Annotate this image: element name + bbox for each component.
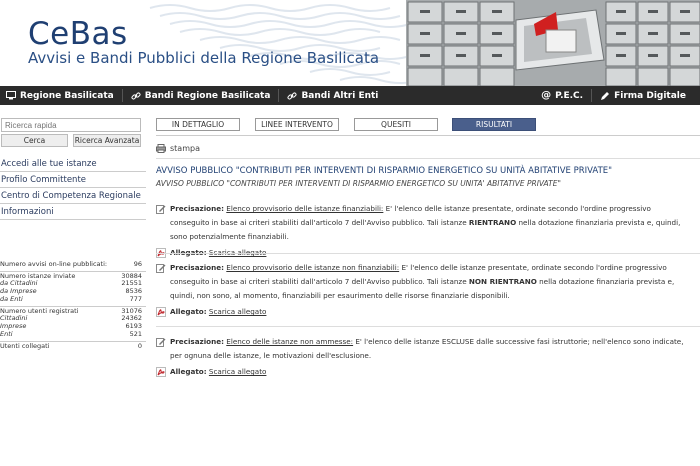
nav-item-label: P.E.C. <box>555 90 584 101</box>
page-subtitle: AVVISO PUBBLICO "CONTRIBUTI PER INTERVENTI DI RISPARMIO ENERGETICO SU UNITA' ABITATIVE PRIVATE" <box>156 179 561 188</box>
attachment-label: Allegato: <box>170 367 207 376</box>
nav-item-label: Regione Basilicata <box>20 90 114 101</box>
side-menu-accedi[interactable]: Accedi alle tue istanze <box>0 156 146 172</box>
divider <box>156 158 700 159</box>
attachment-row <box>156 305 692 319</box>
attachment-label: Allegato: <box>170 307 207 316</box>
list-item <box>156 261 692 319</box>
top-nav <box>0 86 700 105</box>
page-title: AVVISO PUBBLICO "CONTRIBUTI PER INTERVENTI DI RISPARMIO ENERGETICO SU UNITÀ ABITATIVE PRIVATE" <box>156 166 613 176</box>
advanced-search-button[interactable]: Ricerca Avanzata <box>74 136 140 145</box>
nav-divider <box>122 89 123 102</box>
stat-row: Cittadini 24362 <box>0 314 142 322</box>
nav-item-firma-digitale[interactable] <box>600 91 686 101</box>
divider <box>156 253 700 254</box>
stat-row: da Enti 777 <box>0 295 142 303</box>
side-menu-informazioni[interactable]: Informazioni <box>0 204 146 220</box>
stat-row: Numero avvisi on-line pubblicati: 96 <box>0 260 142 268</box>
stat-row: Enti 521 <box>0 330 142 338</box>
nav-item-label: Bandi Regione Basilicata <box>144 90 271 101</box>
printer-icon <box>156 144 166 153</box>
divider <box>156 135 700 136</box>
at-icon: @ <box>541 90 552 101</box>
tab-in-dettaglio[interactable]: IN DETTAGLIO <box>156 118 240 131</box>
search-button[interactable]: Cerca <box>1 134 68 147</box>
item-link[interactable]: Elenco delle istanze non ammesse: <box>226 337 354 346</box>
filing-cabinet-image <box>406 0 700 86</box>
nav-item-bandi-altri-enti[interactable] <box>287 91 378 101</box>
link-icon <box>131 91 141 101</box>
site-header <box>0 0 700 86</box>
edit-note-icon <box>156 263 166 273</box>
pen-icon <box>600 91 610 101</box>
item-link[interactable]: Elenco provvisorio delle istanze finanziabili: <box>226 204 384 213</box>
tab-linee-intervento[interactable]: LINEE INTERVENTO <box>255 118 339 131</box>
nav-item-regione[interactable] <box>6 91 114 101</box>
stat-row: da Imprese 8536 <box>0 287 142 295</box>
item-text: Precisazione: Elenco provvisorio delle istanze non finanziabili: E' l'elenco delle istanze presentate, ordinate secondo l'ordine progressivo conseguito in base ai criteri stabiliti dall'articolo 7 dell'Avviso pubblico. Tali istanze NON RIENTRANO nella dotazione finanziaria prevista e, quindi, non sono, al momento, finanziabili per esaurimento delle risorse finanziarie disponibili. <box>170 263 675 300</box>
print-label: stampa <box>170 144 200 153</box>
divider <box>156 326 700 327</box>
tab-quesiti[interactable]: QUESITI <box>354 118 438 131</box>
site-subtitle: Avvisi e Bandi Pubblici della Regione Basilicata <box>28 49 380 67</box>
site-logo[interactable]: CeBas <box>28 16 128 52</box>
stat-row: Numero istanze inviate 30884 <box>0 271 146 279</box>
attachment-row <box>156 365 692 379</box>
pdf-icon <box>156 307 166 317</box>
pdf-icon <box>156 367 166 377</box>
side-menu-profilo-committente[interactable]: Profilo Committente <box>0 172 146 188</box>
print-link[interactable] <box>156 144 200 153</box>
nav-item-bandi-regione[interactable] <box>131 91 271 101</box>
item-link[interactable]: Elenco provvisorio delle istanze non finanziabili: <box>226 263 400 272</box>
stat-row: Numero utenti registrati 31076 <box>0 306 146 314</box>
download-attachment-link[interactable]: Scarica allegato <box>208 367 267 376</box>
list-item <box>156 335 692 379</box>
nav-divider <box>278 89 279 102</box>
link-icon <box>287 91 297 101</box>
nav-divider <box>591 89 592 102</box>
side-menu <box>0 156 146 220</box>
nav-item-label: Bandi Altri Enti <box>301 90 379 101</box>
stat-row: da Cittadini 21551 <box>0 279 142 287</box>
side-menu-centro-competenza[interactable]: Centro di Competenza Regionale <box>0 188 146 204</box>
tab-risultati[interactable]: RISULTATI <box>452 118 536 131</box>
nav-item-label: Firma Digitale <box>614 90 686 101</box>
stats-panel <box>0 260 146 349</box>
nav-item-pec[interactable] <box>541 91 583 101</box>
search-input[interactable] <box>1 118 141 132</box>
screen-icon <box>6 91 16 101</box>
download-attachment-link[interactable]: Scarica allegato <box>208 307 267 316</box>
edit-note-icon <box>156 204 166 214</box>
item-text: Precisazione: Elenco delle istanze non ammesse: E' l'elenco delle istanze ESCLUSE dalle successive fasi istruttorie; nell'elenco sono indicate, per ognuna delle istanze, le motivazioni dell'esclusione. <box>170 337 684 360</box>
list-item <box>156 202 692 260</box>
edit-note-icon <box>156 337 166 347</box>
item-text: Precisazione: Elenco provvisorio delle istanze finanziabili: E' l'elenco delle istanze presentate, ordinate secondo l'ordine progressivo conseguito in base ai criteri stabiliti dall'articolo 7 dell'Avviso pubblico. Tali istanze RIENTRANO nella dotazione finanziaria prevista e, quindi, sono potenzialmente finanziabili. <box>170 204 681 241</box>
stat-row: Imprese 6193 <box>0 322 142 330</box>
stat-row: Utenti collegati 0 <box>0 341 146 349</box>
